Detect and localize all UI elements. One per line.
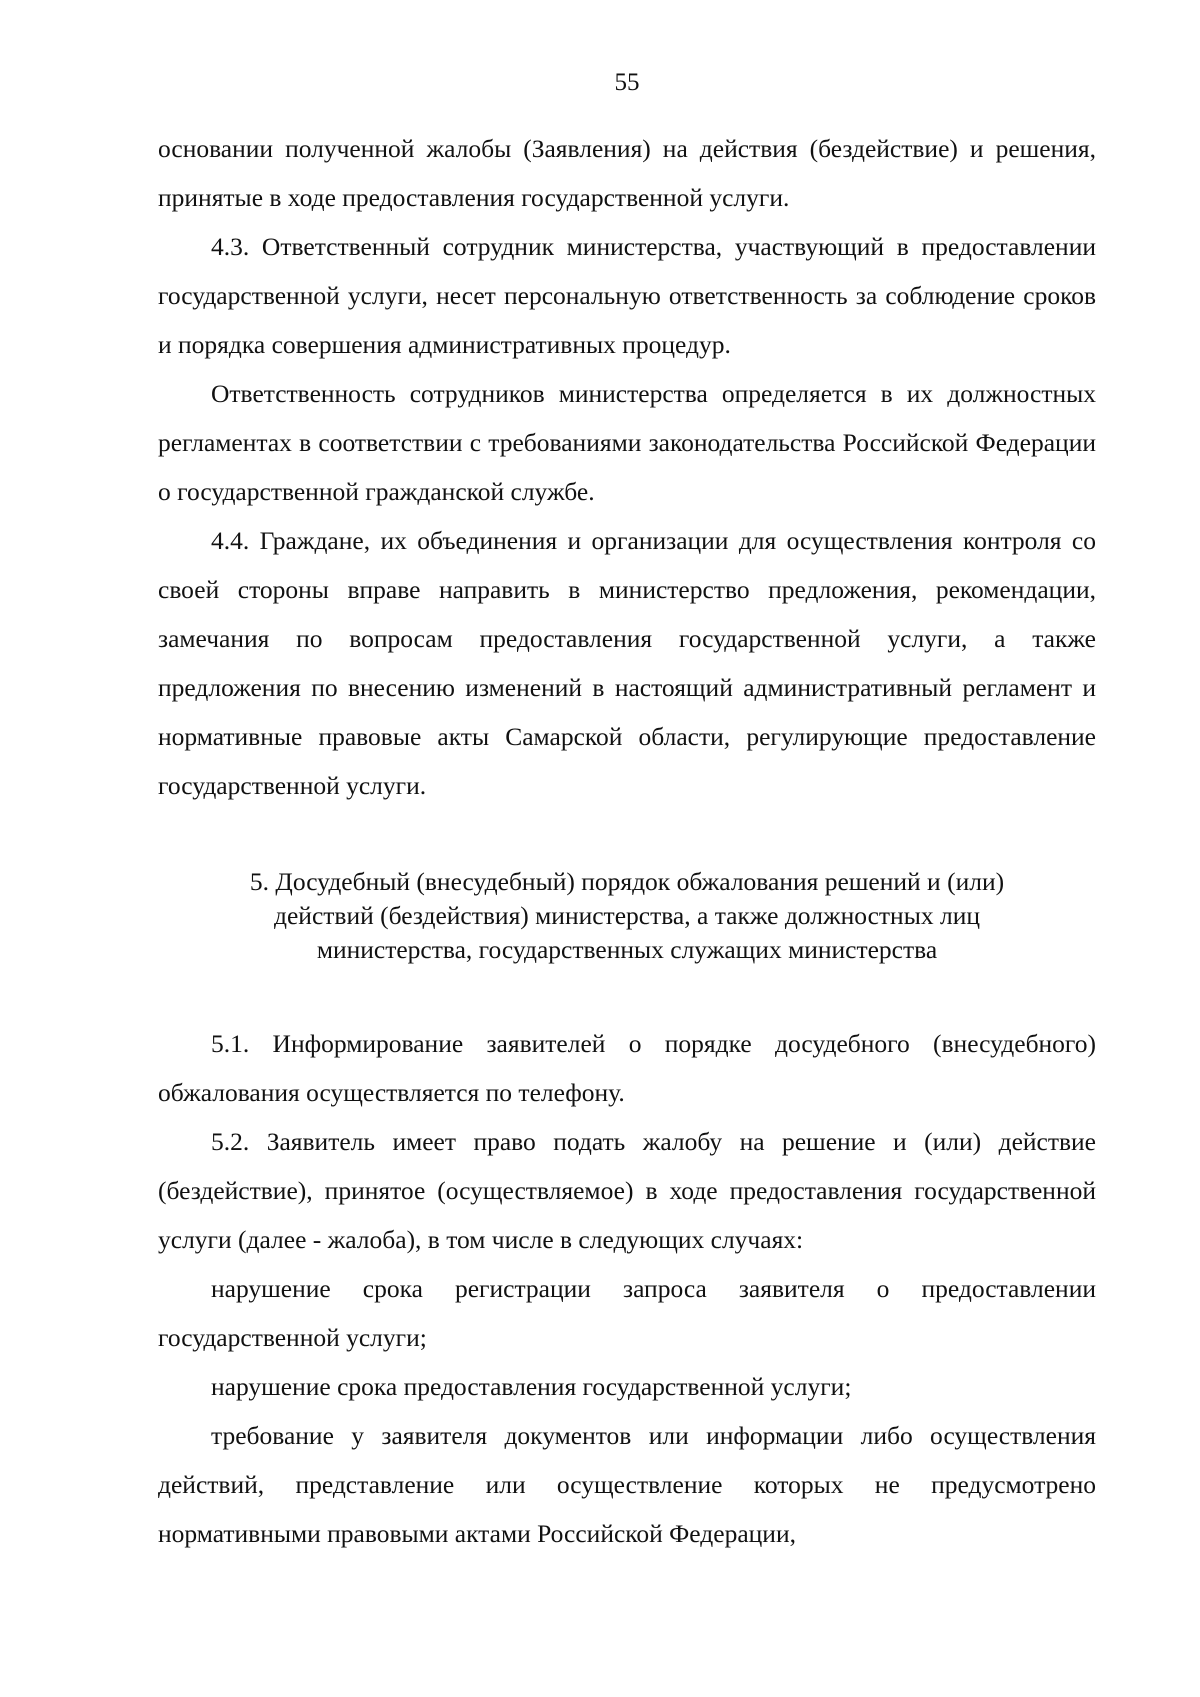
paragraph-5-2: 5.2. Заявитель имеет право подать жалобу на решение и (или) действие (бездействие), принятое (осуществляемое) в ходе предоставления государственной услуги (далее - жалоба), в том числе в следующих случаях: xyxy=(158,1127,1096,1254)
section-heading-line-2: действий (бездействия) министерства, а также должностных лиц xyxy=(274,901,980,930)
paragraph-4-4: 4.4. Граждане, их объединения и организации для осуществления контроля со своей стороны вправе направить в министерство предложения, рекомендации, замечания по вопросам предоставления государственной услуги, а также предложения по внесению изменений в настоящий административный регламент и нормативные правовые акты Самарской области, регулирующие предоставление государственной услуги. xyxy=(158,526,1096,800)
paragraph-continuation: основании полученной жалобы (Заявления) на действия (бездействие) и решения, принятые в ходе предоставления государственной услуги. xyxy=(158,134,1096,212)
paragraph-4-3: 4.3. Ответственный сотрудник министерства, участвующий в предоставлении государственной услуги, несет персональную ответственность за соблюдение сроков и порядка совершения административных процедур. xyxy=(158,232,1096,359)
paragraph-5-1: 5.1. Информирование заявителей о порядке досудебного (внесудебного) обжалования осуществляется по телефону. xyxy=(158,1029,1096,1107)
section-5-heading xyxy=(158,865,1096,967)
document-body xyxy=(158,124,1096,1558)
document-page xyxy=(158,0,1096,1697)
paragraph-case-deadline: нарушение срока предоставления государственной услуги; xyxy=(211,1372,852,1401)
section-heading-line-3: министерства, государственных служащих министерства xyxy=(316,935,938,964)
paragraph-responsibility: Ответственность сотрудников министерства определяется в их должностных регламентах в соответствии с требованиями законодательства Российской Федерации о государственной гражданской службе. xyxy=(158,379,1096,506)
paragraph-case-registration: нарушение срока регистрации запроса заявителя о предоставлении государственной услуги; xyxy=(158,1274,1096,1352)
page-number: 55 xyxy=(614,69,640,96)
paragraph-case-documents: требование у заявителя документов или информации либо осуществления действий, представление или осуществление которых не предусмотрено нормативными правовыми актами Российской Федерации, xyxy=(158,1421,1096,1548)
section-heading-line-1: 5. Досудебный (внесудебный) порядок обжалования решений и (или) xyxy=(249,867,1005,896)
